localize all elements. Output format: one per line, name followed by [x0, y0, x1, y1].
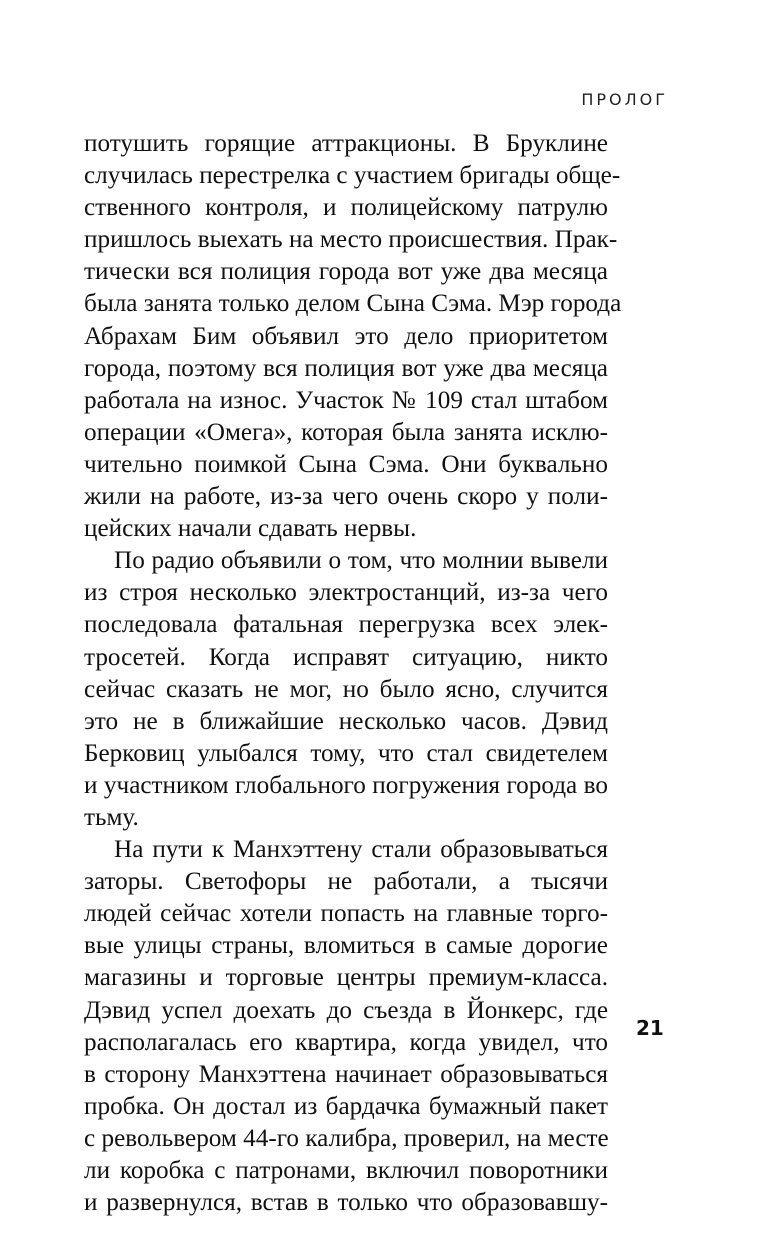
- running-head: ПРОЛОГ: [581, 90, 668, 109]
- text-line: жили на работе, из-за чего очень скоро у поли-: [84, 483, 608, 511]
- text-line: тросетей. Когда исправят ситуацию, никто: [84, 643, 608, 671]
- text-line: тически вся полиция города вот уже два месяца: [84, 258, 608, 286]
- page-number: 21: [636, 1016, 664, 1040]
- text-line: чительно поимкой Сына Сэма. Они буквально: [84, 450, 608, 478]
- text-line: Дэвид успел доехать до съезда в Йонкерс, где: [84, 996, 608, 1024]
- paragraph: [84, 834, 608, 1219]
- text-line: города, поэтому вся полиция вот уже два месяца: [84, 354, 608, 382]
- text-line: была занята только делом Сына Сэма. Мэр города: [84, 290, 622, 318]
- text-line: На пути к Манхэттену стали образовываться: [114, 836, 608, 864]
- text-line: людей сейчас хотели попасть на главные торго-: [84, 900, 608, 928]
- body-text: [84, 128, 622, 1219]
- text-line: вые улицы страны, вломиться в самые дорогие: [84, 932, 608, 960]
- text-line: сейчас сказать не мог, но было ясно, случится: [84, 675, 608, 703]
- text-line: магазины и торговые центры премиум-класса.: [84, 964, 608, 992]
- text-line: и развернулся, встав в только что образовавшу-: [84, 1189, 608, 1217]
- text-line: пришлось выехать на место происшествия. Прак-: [84, 226, 618, 254]
- text-line: последовала фатальная перегрузка всех элек-: [84, 611, 608, 639]
- text-line: Абрахам Бим объявил это дело приоритетом: [84, 322, 608, 350]
- paragraph: [84, 128, 622, 545]
- text-line: и участником глобального погружения города во: [84, 771, 608, 799]
- text-line: потушить горящие аттракционы. В Бруклине: [84, 130, 608, 157]
- text-line: случилась перестрелка с участием бригады обще-: [84, 162, 621, 190]
- text-line: заторы. Светофоры не работали, а тысячи: [84, 868, 608, 896]
- text-line: это не в ближайшие несколько часов. Дэвид: [84, 707, 608, 735]
- text-line: По радио объявили о том, что молнии вывели: [114, 547, 608, 575]
- text-line: Берковиц улыбался тому, что стал свидетелем: [84, 739, 608, 767]
- text-line: ли коробка с патронами, включил поворотники: [84, 1157, 608, 1184]
- text-line: пробка. Он достал из бардачка бумажный пакет: [84, 1092, 608, 1120]
- text-line: тьму.: [84, 803, 139, 831]
- text-line: ственного контроля, и полицейскому патрулю: [84, 194, 608, 222]
- paragraph: [84, 545, 608, 834]
- text-line: работала на износ. Участок № 109 стал штабом: [84, 386, 608, 414]
- text-line: операции «Омега», которая была занята исклю-: [84, 418, 608, 446]
- text-line: цейских начали сдавать нервы.: [84, 515, 417, 543]
- text-line: располагалась его квартира, когда увидел, что: [84, 1028, 608, 1056]
- text-line: из строя несколько электростанций, из-за чего: [84, 579, 608, 607]
- text-line: с револьвером 44-го калибра, проверил, на месте: [84, 1124, 609, 1152]
- text-line: в сторону Манхэттена начинает образовываться: [84, 1060, 608, 1088]
